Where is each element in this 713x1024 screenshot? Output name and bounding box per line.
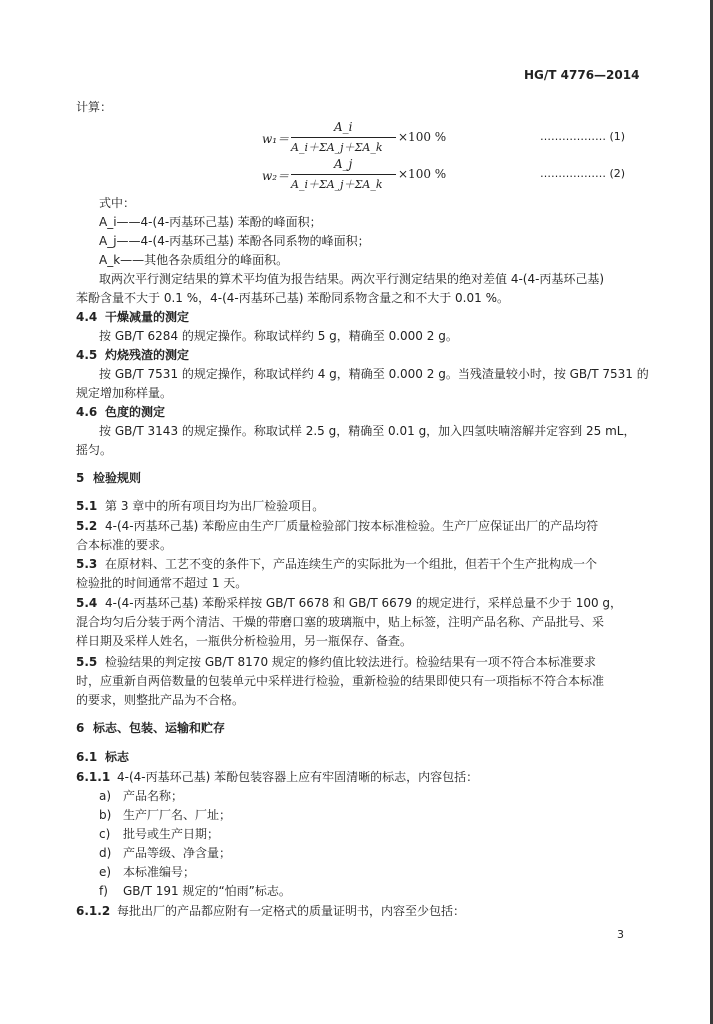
list-item-text: 本标准编号； [123, 865, 196, 879]
formula-2-number: ……………… (2) [540, 167, 626, 180]
section-5-2-text-line2: 合本标准的要求。 [76, 538, 173, 552]
page-number: 3 [617, 928, 624, 941]
result-para-line1: 取两次平行测定结果的算术平均值为报告结果。两次平行测定结果的绝对差值 4-(4-丙基环己基) [99, 272, 605, 286]
section-5-2-number: 5.2 [76, 519, 98, 533]
list-item-label: f) [99, 884, 108, 898]
section-5-4-text-line3: 样日期及采样人姓名，一瓶供分析检验用，另一瓶保存、备查。 [76, 634, 413, 648]
list-item-text: 批号或生产日期； [123, 827, 220, 841]
formula-1-lhs: w₁＝ [262, 132, 290, 146]
section-4-5-text-line2: 规定增加称样量。 [76, 386, 173, 400]
definition-ai: A_i——4-(4-丙基环己基) 苯酚的峰面积； [99, 215, 322, 229]
chapter-5-number: 5 [76, 471, 85, 485]
list-item-label: e) [99, 865, 112, 879]
formula-1-number: ……………… (1) [540, 130, 626, 143]
formula-1-denominator: A_i＋ΣA_j＋ΣA_k [291, 141, 383, 154]
section-5-1-number: 5.1 [76, 499, 98, 513]
section-5-3-text-line2: 检验批的时间通常不超过 1 天。 [76, 576, 248, 590]
section-4-6-text-line2: 摇匀。 [76, 443, 113, 457]
formula-1-numerator: A_i [334, 120, 353, 134]
section-6-1-1-number: 6.1.1 [76, 770, 111, 784]
formula-2-denominator: A_i＋ΣA_j＋ΣA_k [291, 178, 383, 191]
section-4-4-title: 干燥减量的测定 [105, 310, 190, 324]
section-4-5-title: 灼烧残渣的测定 [105, 348, 190, 362]
section-5-3-number: 5.3 [76, 557, 98, 571]
section-5-2-text-line1: 4-(4-丙基环己基) 苯酚应由生产厂质量检验部门按本标准检验。生产厂应保证出厂的产品均符 [105, 519, 599, 533]
section-4-4-text: 按 GB/T 6284 的规定操作。称取试样约 5 g，精确至 0.000 2 g。 [99, 329, 458, 343]
list-item-label: d) [99, 846, 112, 860]
section-6-1-1-text: 4-(4-丙基环己基) 苯酚包装容器上应有牢固清晰的标志，内容包括： [117, 770, 479, 784]
section-4-6-text-line1: 按 GB/T 3143 的规定操作。称取试样 2.5 g，精确至 0.01 g，加入四氢呋喃溶解并定容到 25 mL， [99, 424, 636, 438]
section-6-1-2-text: 每批出厂的产品都应附有一定格式的质量证明书，内容至少包括： [117, 904, 466, 918]
section-5-1-text: 第 3 章中的所有项目均为出厂检验项目。 [105, 499, 325, 513]
section-5-4-text-line1: 4-(4-丙基环己基) 苯酚采样按 GB/T 6678 和 GB/T 6679 的规定进行，采样总量不少于 100 g， [105, 596, 623, 610]
section-4-6-title: 色度的测定 [105, 405, 166, 419]
section-5-4-text-line2: 混合均匀后分装于两个清洁、干燥的带磨口塞的玻璃瓶中，贴上标签，注明产品名称、产品批号、采 [76, 615, 605, 629]
section-5-5-text-line1: 检验结果的判定按 GB/T 8170 规定的修约值比较法进行。检验结果有一项不符合本标准要求 [105, 655, 596, 669]
formula-2-numerator: A_j [334, 157, 353, 171]
list-item-text: 产品名称； [123, 789, 184, 803]
calc-intro: 计算： [76, 100, 113, 114]
result-para-line2: 苯酚含量不大于 0.1 %，4-(4-丙基环己基) 苯酚同系物含量之和不大于 0.01 %。 [76, 291, 509, 305]
list-item-label: c) [99, 827, 111, 841]
section-4-5-number: 4.5 [76, 348, 98, 362]
section-6-1-title: 标志 [105, 750, 130, 764]
section-5-5-text-line2: 时，应重新自两倍数量的包装单元中采样进行检验，重新检验的结果即使只有一项指标不符合本标准 [76, 674, 605, 688]
definition-aj: A_j——4-(4-丙基环己基) 苯酚各同系物的峰面积； [99, 234, 370, 248]
section-5-3-text-line1: 在原材料、工艺不变的条件下，产品连续生产的实际批为一个组批，但若干个生产批构成一个 [105, 557, 598, 571]
formula-1 [262, 120, 462, 160]
fraction-bar [291, 174, 396, 175]
section-6-1-2-number: 6.1.2 [76, 904, 111, 918]
fraction-bar [291, 137, 396, 138]
chapter-6-title: 标志、包装、运输和贮存 [93, 721, 226, 735]
chapter-6-number: 6 [76, 721, 85, 735]
list-item-text: 产品等级、净含量； [123, 846, 232, 860]
where-label: 式中： [99, 196, 136, 210]
list-item-label: a) [99, 789, 112, 803]
chapter-5-title: 检验规则 [93, 471, 142, 485]
section-4-5-text-line1: 按 GB/T 7531 的规定操作，称取试样约 4 g，精确至 0.000 2 g。当残渣量较小时，按 GB/T 7531 的 [99, 367, 649, 381]
formula-2-tail: ×100 % [398, 167, 447, 181]
section-5-5-text-line3: 的要求，则整批产品为不合格。 [76, 693, 245, 707]
list-item-text: 生产厂厂名、厂址； [123, 808, 232, 822]
section-6-1-number: 6.1 [76, 750, 98, 764]
section-4-4-number: 4.4 [76, 310, 98, 324]
section-5-4-number: 5.4 [76, 596, 98, 610]
list-item-label: b) [99, 808, 112, 822]
definition-ak: A_k——其他各杂质组分的峰面积。 [99, 253, 289, 267]
formula-2 [262, 157, 462, 197]
formula-2-lhs: w₂＝ [262, 169, 290, 183]
formula-1-tail: ×100 % [398, 130, 447, 144]
section-5-5-number: 5.5 [76, 655, 98, 669]
section-4-6-number: 4.6 [76, 405, 98, 419]
list-item-text: GB/T 191 规定的“怕雨”标志。 [123, 884, 291, 898]
header-code: HG/T 4776—2014 [524, 68, 640, 82]
